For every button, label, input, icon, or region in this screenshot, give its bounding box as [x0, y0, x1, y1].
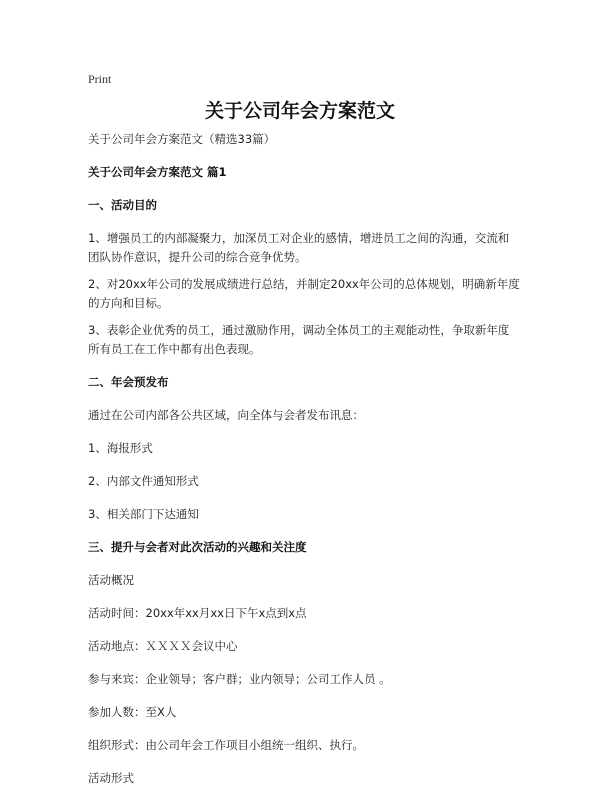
- section-heading: 一、活动目的: [88, 198, 157, 212]
- detail-line: 组织形式：由公司年会工作项目小组统一组织、执行。: [88, 738, 364, 752]
- list-item: 1、增强员工的内部凝聚力，加深员工对企业的感情，增进员工之间的沟通，交流和团队协作意识，提升公司的综合竞争优势。: [88, 231, 510, 264]
- section-heading: 二、年会预发布: [88, 375, 169, 389]
- detail-line: 活动概况: [88, 573, 134, 587]
- section-heading: 三、提升与会者对此次活动的兴趣和关注度: [88, 540, 307, 554]
- list-item: 1、海报形式: [88, 441, 153, 455]
- list-item: 3、相关部门下达通知: [88, 507, 199, 521]
- list-item: 2、对20xx年公司的发展成绩进行总结，并制定20xx年公司的总体规划，明确新年度的方向和目标。: [88, 277, 520, 310]
- document-body: [88, 130, 520, 802]
- print-label[interactable]: Print: [88, 72, 112, 86]
- detail-line: 活动地点：ＸＸＸＸ会议中心: [88, 639, 238, 653]
- detail-line: 活动形式: [88, 771, 134, 785]
- detail-line: 参与来宾：企业领导；客户群；业内领导；公司工作人员 。: [88, 672, 391, 686]
- list-item: 3、表彰企业优秀的员工，通过激励作用，调动全体员工的主观能动性，争取新年度所有员工在工作中都有出色表现。: [88, 323, 510, 356]
- detail-line: 参加人数：至X人: [88, 705, 177, 719]
- document-title: 关于公司年会方案范文: [204, 100, 395, 122]
- detail-line: 活动时间：20xx年xx月xx日下午x点到x点: [88, 606, 307, 620]
- chapter-title: 关于公司年会方案范文 篇1: [88, 165, 227, 179]
- section-intro: 通过在公司内部各公共区域，向全体与会者发布讯息：: [88, 408, 364, 422]
- document-subtitle: 关于公司年会方案范文（精选33篇）: [88, 132, 276, 146]
- list-item: 2、内部文件通知形式: [88, 474, 199, 488]
